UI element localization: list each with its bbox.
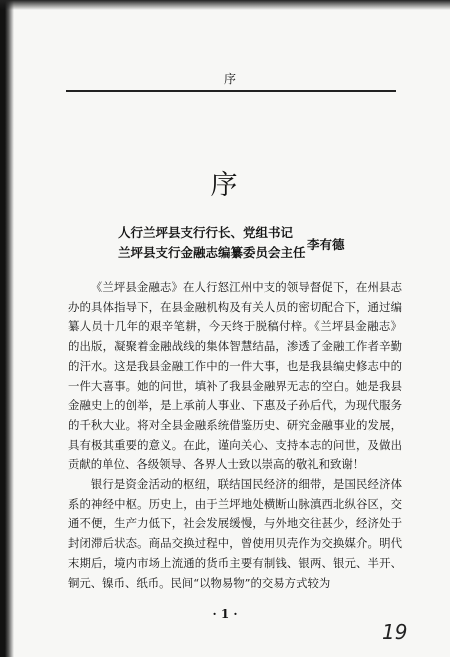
- header-rule: [66, 90, 396, 92]
- author-position-line-2: 兰坪县支行金融志编纂委员会主任: [118, 245, 306, 260]
- scan-shadow-left: [0, 0, 14, 657]
- byline: [118, 223, 306, 263]
- paragraph: 银行是资金活动的枢纽，联结国民经济的细带，是国民经济体系的神经中枢。历史上，由于兰坪地处横断山脉滇西北纵谷区，交通不便，生产力低下，社会发展缓慢，与外地交往甚少，经济处于封闭滞后状态。商品交换过程中，曾使用贝壳作为交换媒介。明代末期后，境内市场上流通的货币主要有制钱、银两、银元、半开、铜元、镍币、纸币。民间“以物易物”的交易方式较为: [68, 477, 402, 590]
- author-name: 李有德: [307, 237, 345, 252]
- paragraph: 《兰坪县金融志》在人行怒江州中支的领导督促下，在州县志办的具体指导下，在县金融机构及有关人员的密切配合下，通过编纂人员十几年的艰辛笔耕，今天终于脱稿付梓。《兰坪县金融志》的出版，凝聚着金融战线的集体智慧结晶，渗透了金融工作者辛勤的汗水。这是我县金融工作中的一件大事，也是我县编史修志中的一件大喜事。她的问世，填补了我县金融界无志的空白。她是我县金融史上的创举，是上承前人事业、下惠及子孙后代，为现代服务的千秋大业。将对全县金融系统借鉴历史、研究金融事业的发展，具有极其重要的意义。在此，谨向关心、支持本志的问世，及做出贡献的单位、各级领导、各界人士致以崇高的敬礼和致谢！: [68, 280, 402, 472]
- author-position-line-1: 人行兰坪县支行行长、党组书记: [118, 225, 294, 240]
- body-text: [68, 278, 402, 593]
- page-title: 序: [210, 170, 240, 201]
- scan-shadow-top: [0, 0, 450, 10]
- page-number: · 1 ·: [212, 607, 238, 621]
- handwritten-folio-number: 19: [382, 620, 408, 644]
- running-header: 序: [223, 72, 236, 86]
